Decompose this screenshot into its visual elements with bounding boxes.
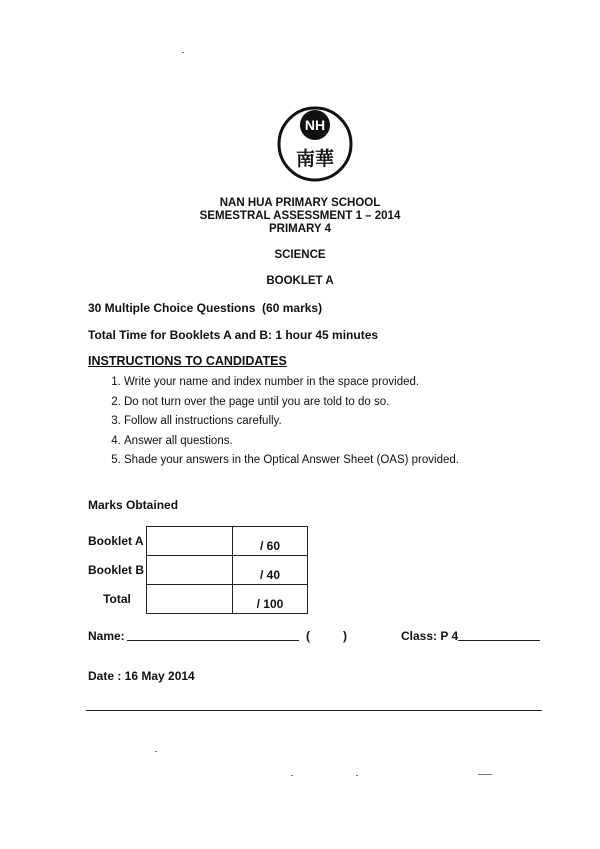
- school-logo: [270, 104, 360, 184]
- scan-speck: [182, 52, 184, 53]
- table-row: [88, 527, 308, 556]
- max-score: / 100: [233, 585, 308, 614]
- questions-marks: (60 marks): [262, 301, 323, 315]
- instruction-item: 3. Follow all instructions carefully.: [124, 412, 459, 432]
- index-open-paren: (: [306, 629, 310, 643]
- index-close-paren: ): [343, 629, 347, 643]
- total-time: Total Time for Booklets A and B: 1 hour 45 minutes: [88, 328, 379, 342]
- score-cell[interactable]: [147, 556, 233, 585]
- scan-speck: [356, 775, 358, 776]
- table-row: [88, 585, 308, 614]
- questions-info: [88, 301, 322, 315]
- instruction-item: 5. Shade your answers in the Optical Answer Sheet (OAS) provided.: [124, 451, 459, 471]
- instruction-item: 4. Answer all questions.: [124, 432, 459, 452]
- score-cell[interactable]: [147, 585, 233, 614]
- name-field[interactable]: [127, 630, 299, 641]
- subject-title: SCIENCE: [274, 249, 326, 261]
- row-label: Booklet A: [88, 534, 144, 548]
- questions-count: 30 Multiple Choice Questions: [88, 301, 256, 315]
- booklet-title: BOOKLET A: [266, 275, 334, 287]
- logo-chinese: 南華: [295, 148, 335, 170]
- row-label: Booklet B: [88, 563, 145, 577]
- school-name: NAN HUA PRIMARY SCHOOL: [219, 197, 381, 209]
- instructions-title: INSTRUCTIONS TO CANDIDATES: [88, 354, 287, 368]
- exam-date: Date : 16 May 2014: [88, 669, 195, 683]
- instruction-item: 2. Do not turn over the page until you are told to do so.: [124, 393, 459, 413]
- logo-initials: NH: [304, 117, 326, 133]
- assessment-title: SEMESTRAL ASSESSMENT 1 – 2014: [199, 210, 401, 222]
- row-label: Total: [103, 592, 131, 606]
- school-crest-icon: [270, 104, 360, 184]
- max-score: / 40: [233, 556, 308, 585]
- scan-speck: [478, 774, 492, 775]
- level-title: PRIMARY 4: [269, 223, 331, 235]
- max-score: / 60: [233, 527, 308, 556]
- marks-table: [88, 526, 308, 614]
- instructions-list: [88, 373, 459, 471]
- marks-obtained-title: Marks Obtained: [88, 498, 179, 512]
- class-label: Class: P 4: [401, 629, 459, 643]
- score-cell[interactable]: [147, 527, 233, 556]
- scan-speck: [155, 751, 157, 752]
- table-row: [88, 556, 308, 585]
- divider: [86, 710, 542, 711]
- name-label: Name:: [88, 629, 125, 643]
- class-field[interactable]: [458, 630, 540, 641]
- instruction-item: 1. Write your name and index number in the space provided.: [124, 373, 459, 393]
- scan-speck: [291, 775, 293, 776]
